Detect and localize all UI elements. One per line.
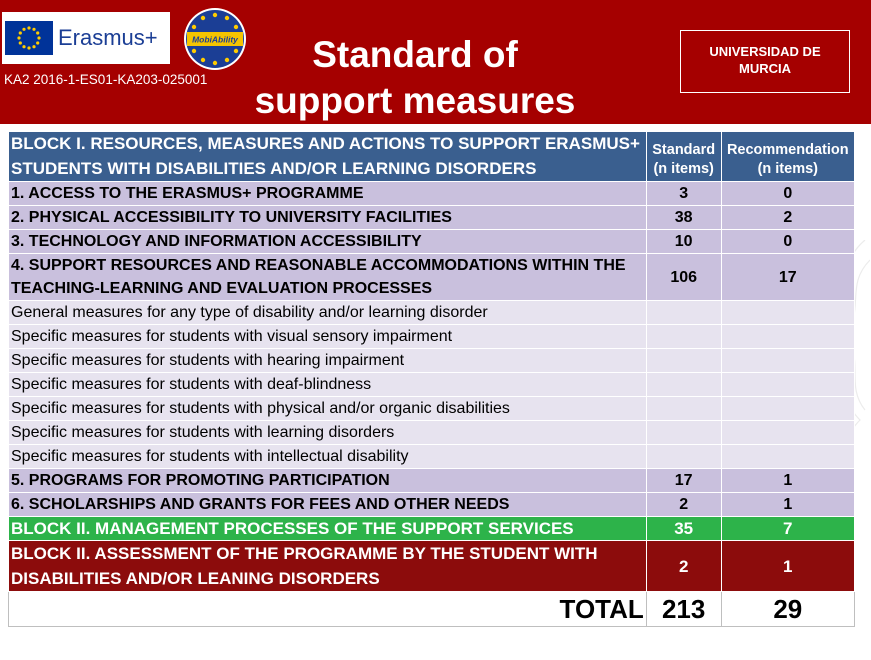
empty-cell (646, 445, 721, 469)
grant-code: KA2 2016-1-ES01-KA203-025001 (4, 72, 208, 87)
empty-cell (646, 349, 721, 373)
title-line-2: support measures (254, 80, 576, 121)
table-row (9, 373, 855, 397)
empty-cell (646, 325, 721, 349)
block1-title: BLOCK I. RESOURCES, MEASURES AND ACTIONS TO SUPPORT ERASMUS+ STUDENTS WITH DISABILITIES AND/OR LEARNING DISORDERS (9, 132, 647, 182)
empty-cell (721, 397, 854, 421)
sub-row-label: Specific measures for students with learning disorders (9, 421, 647, 445)
block3-row (9, 541, 855, 592)
block3-standard: 2 (646, 541, 721, 592)
block3-recommendation: 1 (721, 541, 854, 592)
sub-row-label: Specific measures for students with visual sensory impairment (9, 325, 647, 349)
col-standard-header: Standard (n items) (646, 132, 721, 182)
table-row (9, 254, 855, 301)
page-title (230, 32, 600, 124)
empty-cell (721, 325, 854, 349)
block3-label: BLOCK II. ASSESSMENT OF THE PROGRAMME BY THE STUDENT WITH DISABILITIES AND/OR LEANING DISORDERS (9, 541, 647, 592)
row-label: 1. ACCESS TO THE ERASMUS+ PROGRAMME (9, 182, 647, 206)
erasmus-logo (2, 12, 170, 64)
block2-standard: 35 (646, 517, 721, 541)
empty-cell (721, 301, 854, 325)
sub-row-label: Specific measures for students with hearing impairment (9, 349, 647, 373)
row-recommendation: 2 (721, 206, 854, 230)
university-line-2: MURCIA (739, 61, 791, 76)
block1-header-row (9, 132, 855, 182)
row-label: 2. PHYSICAL ACCESSIBILITY TO UNIVERSITY FACILITIES (9, 206, 647, 230)
row-label: 5. PROGRAMS FOR PROMOTING PARTICIPATION (9, 469, 647, 493)
block2-label: BLOCK II. MANAGEMENT PROCESSES OF THE SUPPORT SERVICES (9, 517, 647, 541)
table-row (9, 421, 855, 445)
university-line-1: UNIVERSIDAD DE (709, 44, 821, 59)
header-banner (0, 0, 871, 124)
row-standard: 3 (646, 182, 721, 206)
sub-row-label: Specific measures for students with deaf-blindness (9, 373, 647, 397)
block2-row (9, 517, 855, 541)
empty-cell (721, 421, 854, 445)
total-standard: 213 (646, 592, 721, 627)
total-recommendation: 29 (721, 592, 854, 627)
support-measures-table (8, 131, 855, 627)
table-row (9, 301, 855, 325)
row-label: 6. SCHOLARSHIPS AND GRANTS FOR FEES AND OTHER NEEDS (9, 493, 647, 517)
table-row (9, 230, 855, 254)
row-recommendation: 1 (721, 493, 854, 517)
row-label: 3. TECHNOLOGY AND INFORMATION ACCESSIBILITY (9, 230, 647, 254)
row-standard: 17 (646, 469, 721, 493)
sub-row-label: Specific measures for students with intellectual disability (9, 445, 647, 469)
row-label: 4. SUPPORT RESOURCES AND REASONABLE ACCOMMODATIONS WITHIN THE TEACHING-LEARNING AND EVALUATION PROCESSES (9, 254, 647, 301)
table-row (9, 469, 855, 493)
row-standard: 2 (646, 493, 721, 517)
table-row (9, 206, 855, 230)
table-row (9, 397, 855, 421)
empty-cell (721, 445, 854, 469)
row-standard: 38 (646, 206, 721, 230)
sub-row-label: Specific measures for students with physical and/or organic disabilities (9, 397, 647, 421)
title-line-1: Standard of (312, 34, 518, 75)
row-recommendation: 0 (721, 230, 854, 254)
row-recommendation: 0 (721, 182, 854, 206)
row-standard: 10 (646, 230, 721, 254)
empty-cell (646, 421, 721, 445)
col-recommendation-header: Recommendation (n items) (721, 132, 854, 182)
empty-cell (721, 349, 854, 373)
empty-cell (646, 301, 721, 325)
mobiability-label: MobiAbility (192, 34, 238, 45)
total-row (9, 592, 855, 627)
table-row (9, 182, 855, 206)
block2-recommendation: 7 (721, 517, 854, 541)
eu-flag-icon (5, 21, 53, 55)
erasmus-logo-text: Erasmus+ (58, 25, 158, 50)
table-row (9, 445, 855, 469)
total-label: TOTAL (9, 592, 647, 627)
row-standard: 106 (646, 254, 721, 301)
row-recommendation: 17 (721, 254, 854, 301)
university-logo (680, 30, 850, 93)
table-row (9, 349, 855, 373)
empty-cell (721, 373, 854, 397)
table-row (9, 325, 855, 349)
table-row (9, 493, 855, 517)
row-recommendation: 1 (721, 469, 854, 493)
sub-row-label: General measures for any type of disability and/or learning disorder (9, 301, 647, 325)
empty-cell (646, 397, 721, 421)
empty-cell (646, 373, 721, 397)
